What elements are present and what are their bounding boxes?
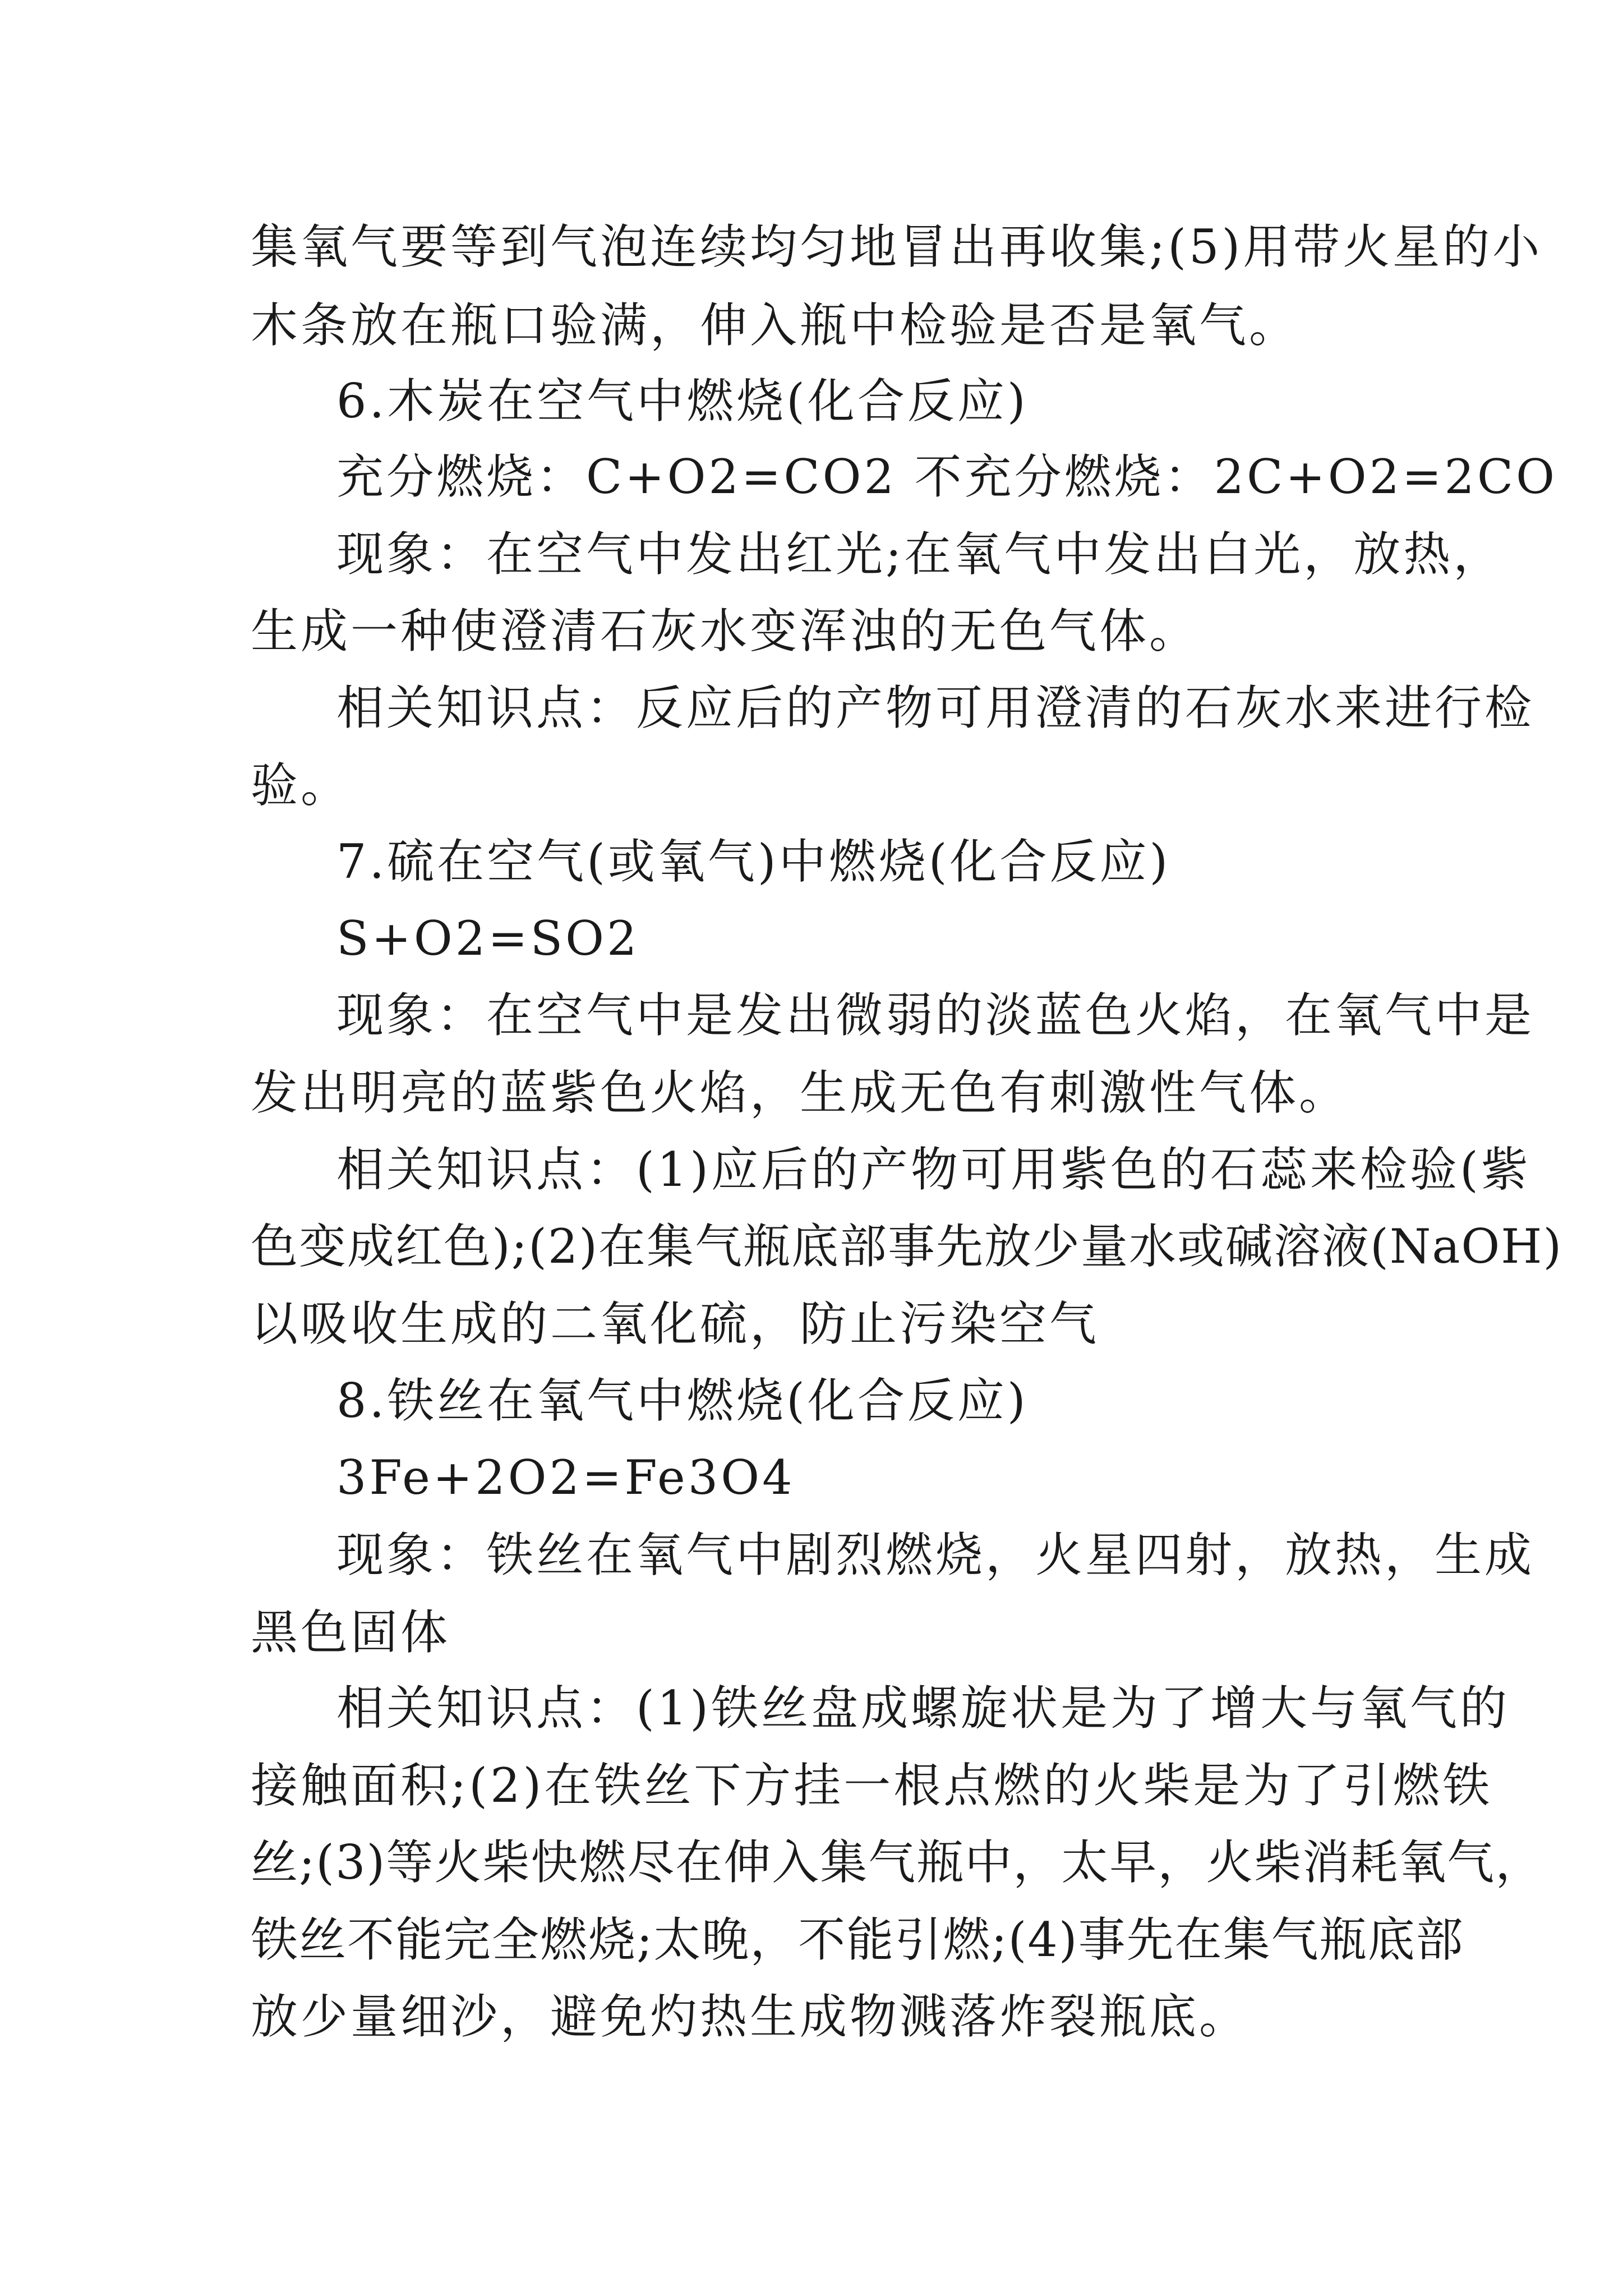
text-line: 放少量细沙，避免灼热生成物溅落炸裂瓶底。	[251, 1989, 1249, 2044]
section-heading: 7.硫在空气(或氧气)中燃烧(化合反应)	[336, 834, 1171, 889]
text-line: 黑色固体	[251, 1605, 451, 1660]
text-line: 验。	[251, 758, 351, 813]
text-line: 以吸收生成的二氧化硫，防止污染空气	[251, 1296, 1100, 1351]
text-line: 集氧气要等到气泡连续均匀地冒出再收集;(5)用带火星的小	[251, 219, 1543, 274]
chemical-equation: 3Fe+2O2=Fe3O4	[336, 1450, 795, 1505]
text-line: 现象：在空气中发出红光;在氧气中发出白光，放热，	[336, 527, 1504, 582]
text-line: 发出明亮的蓝紫色火焰，生成无色有刺激性气体。	[251, 1065, 1349, 1120]
text-line: 现象：在空气中是发出微弱的淡蓝色火焰，在氧气中是	[336, 988, 1535, 1043]
text-line: 木条放在瓶口验满，伸入瓶中检验是否是氧气。	[251, 298, 1299, 353]
chemical-equation: 充分燃烧：C+O2=CO2 不充分燃烧：2C+O2=2CO	[336, 449, 1557, 504]
chemical-equation: S+O2=SO2	[336, 911, 640, 966]
text-line: 色变成红色);(2)在集气瓶底部事先放少量水或碱溶液(NaOH)	[251, 1219, 1563, 1274]
text-line: 生成一种使澄清石灰水变浑浊的无色气体。	[251, 604, 1200, 659]
text-line: 丝;(3)等火柴快燃尽在伸入集气瓶中，太早，火柴消耗氧气，	[251, 1835, 1544, 1890]
section-heading: 8.铁丝在氧气中燃烧(化合反应)	[336, 1373, 1029, 1428]
text-line: 现象：铁丝在氧气中剧烈燃烧，火星四射，放热，生成	[336, 1527, 1535, 1582]
text-line: 相关知识点：(1)铁丝盘成螺旋状是为了增大与氧气的	[336, 1681, 1510, 1736]
text-line: 铁丝不能完全燃烧;太晚，不能引燃;(4)事先在集气瓶底部	[251, 1912, 1464, 1967]
text-line: 接触面积;(2)在铁丝下方挂一根点燃的火柴是为了引燃铁	[251, 1758, 1493, 1813]
section-heading: 6.木炭在空气中燃烧(化合反应)	[336, 374, 1029, 429]
text-line: 相关知识点：反应后的产物可用澄清的石灰水来进行检	[336, 680, 1535, 735]
text-line: 相关知识点：(1)应后的产物可用紫色的石蕊来检验(紫	[336, 1142, 1531, 1197]
